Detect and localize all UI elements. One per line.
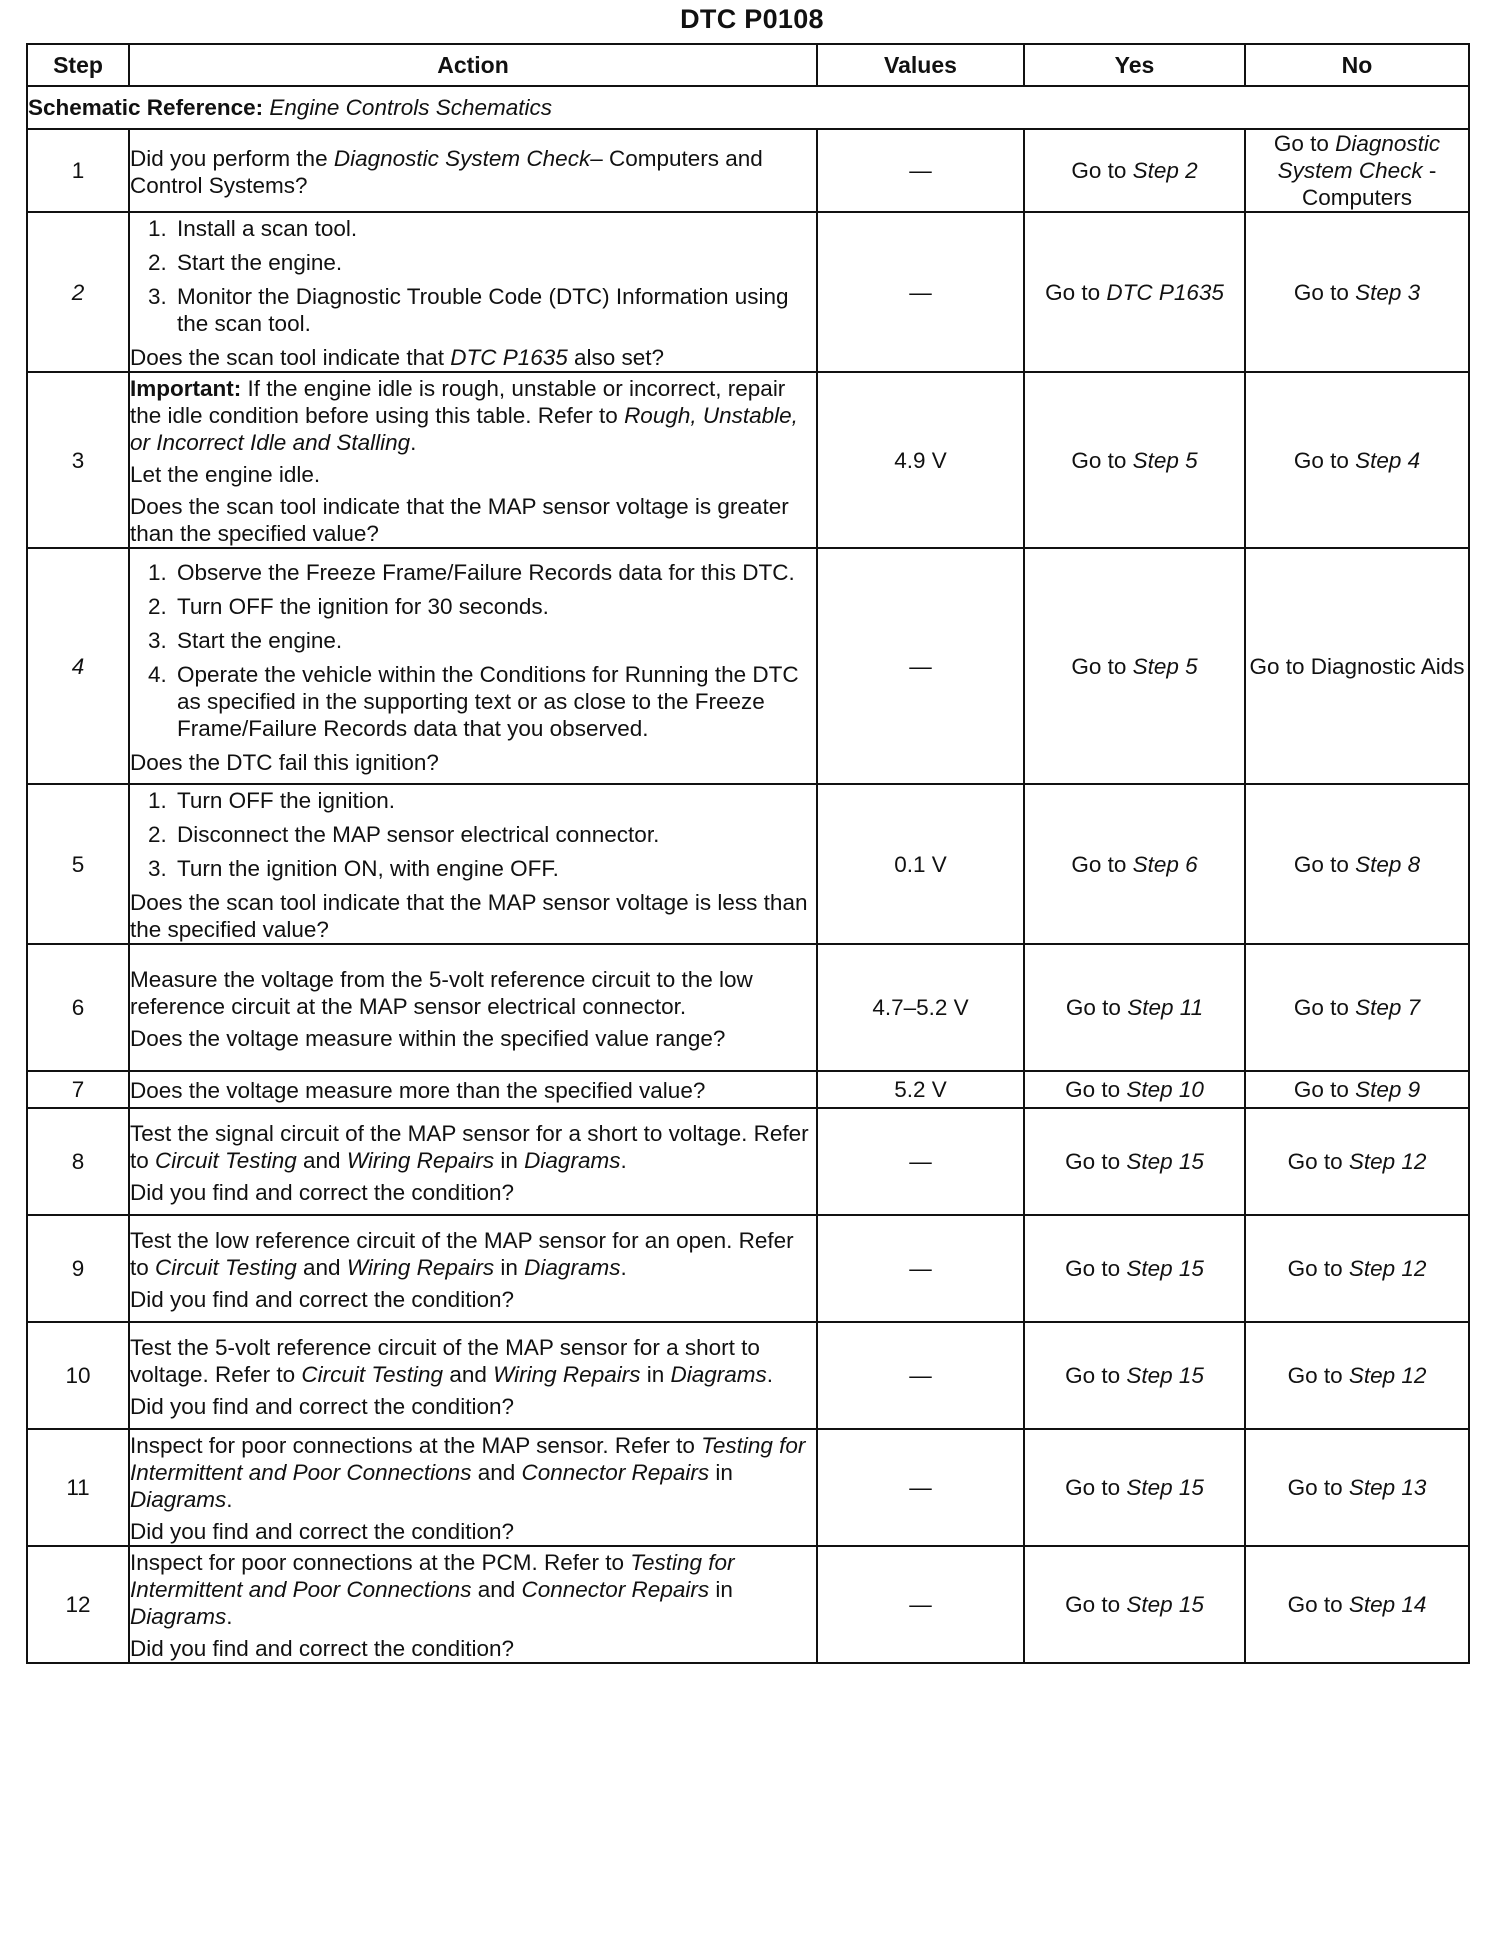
action-text: Test the signal circuit of the MAP sensor for a short to voltage. Refer to Circuit Testing and Wiring Repairs in Diagrams. <box>130 1120 809 1173</box>
list-item: 2. Disconnect the MAP sensor electrical connector. <box>173 821 816 848</box>
table-row <box>27 944 1469 1071</box>
table-row <box>27 1215 1469 1322</box>
list-item: 2. Start the engine. <box>173 249 816 276</box>
action-question: Did you find and correct the condition? <box>130 1393 514 1419</box>
step-number: 7 <box>27 1071 129 1108</box>
no-cell: Go to Step 4 <box>1245 372 1469 548</box>
action-question: Did you find and correct the condition? <box>130 1519 514 1544</box>
action-cell <box>129 944 817 1071</box>
action-cell <box>129 1215 817 1322</box>
yes-cell: Go to Step 6 <box>1024 784 1245 944</box>
action-text: Measure the voltage from the 5-volt reference circuit to the low reference circuit at the MAP sensor electrical connector. <box>130 966 753 1019</box>
action-text: Important: If the engine idle is rough, unstable or incorrect, repair the idle condition before using this table. Refer to Rough, Unstable, or Incorrect Idle and Stalling. <box>130 376 798 455</box>
action-question: Does the scan tool indicate that the MAP sensor voltage is greater than the specified value? <box>130 494 789 546</box>
no-cell: Go to Step 3 <box>1245 212 1469 372</box>
no-cell: Go to Step 12 <box>1245 1322 1469 1429</box>
yes-cell: Go to Step 15 <box>1024 1215 1245 1322</box>
yes-cell: Go to Step 15 <box>1024 1108 1245 1215</box>
header-row <box>27 44 1469 86</box>
step-number: 9 <box>27 1215 129 1322</box>
table-row <box>27 212 1469 372</box>
yes-cell: Go to Step 5 <box>1024 372 1245 548</box>
action-cell <box>129 1322 817 1429</box>
list-item: 3. Monitor the Diagnostic Trouble Code (DTC) Information using the scan tool. <box>173 283 816 337</box>
action-text: Test the 5-volt reference circuit of the MAP sensor for a short to voltage. Refer to Circuit Testing and Wiring Repairs in Diagrams. <box>130 1334 774 1387</box>
step-number: 4 <box>27 548 129 784</box>
table-row <box>27 1429 1469 1546</box>
step-number: 6 <box>27 944 129 1071</box>
step-number: 3 <box>27 372 129 548</box>
schematic-reference-value: Engine Controls Schematics <box>269 95 553 120</box>
action-text: Let the engine idle. <box>130 462 321 487</box>
no-cell: Go to Diagnostic Aids <box>1245 548 1469 784</box>
value-cell: 0.1 V <box>817 784 1024 944</box>
header-values: Values <box>817 44 1024 86</box>
action-steps-list <box>130 559 816 742</box>
header-step: Step <box>27 44 129 86</box>
page-title: DTC P0108 <box>680 4 824 34</box>
value-cell: — <box>817 1546 1024 1663</box>
list-item: 4. Operate the vehicle within the Conditions for Running the DTC as specified in the supporting text or as close to the Freeze Frame/Failure Records data that you observed. <box>173 661 816 742</box>
value-cell: — <box>817 212 1024 372</box>
no-cell: Go to Step 12 <box>1245 1108 1469 1215</box>
value-cell: — <box>817 548 1024 784</box>
header-no: No <box>1245 44 1469 86</box>
action-question: Does the voltage measure within the specified value range? <box>130 1025 726 1051</box>
list-item: 2. Turn OFF the ignition for 30 seconds. <box>173 593 816 620</box>
action-question: Did you find and correct the condition? <box>130 1179 514 1205</box>
no-cell: Go to Step 9 <box>1245 1071 1469 1108</box>
table-row <box>27 548 1469 784</box>
schematic-reference-label: Schematic Reference: <box>28 95 264 120</box>
step-number: 11 <box>27 1429 129 1546</box>
step-number: 5 <box>27 784 129 944</box>
no-cell: Go to Step 8 <box>1245 784 1469 944</box>
diagnostic-table <box>26 43 1470 1664</box>
step-number: 8 <box>27 1108 129 1215</box>
action-steps-list <box>130 215 816 337</box>
step-number: 10 <box>27 1322 129 1429</box>
action-steps-list <box>130 787 816 882</box>
schematic-reference-row <box>27 86 1469 129</box>
table-row <box>27 1546 1469 1663</box>
action-cell <box>129 1546 817 1663</box>
list-item: 3. Turn the ignition ON, with engine OFF. <box>173 855 816 882</box>
action-question: Does the scan tool indicate that the MAP sensor voltage is less than the specified value? <box>130 890 808 942</box>
table-row <box>27 129 1469 212</box>
action-question: Did you find and correct the condition? <box>130 1286 514 1312</box>
yes-cell: Go to Step 15 <box>1024 1322 1245 1429</box>
action-cell <box>129 1429 817 1546</box>
list-item: 1. Observe the Freeze Frame/Failure Records data for this DTC. <box>173 559 816 586</box>
action-question: Does the DTC fail this ignition? <box>130 749 439 775</box>
list-item: 3. Start the engine. <box>173 627 816 654</box>
value-cell: — <box>817 1215 1024 1322</box>
yes-cell: Go to Step 11 <box>1024 944 1245 1071</box>
action-question: Does the scan tool indicate that DTC P1635 also set? <box>130 345 665 370</box>
action-cell <box>129 548 817 784</box>
action-question: Did you find and correct the condition? <box>130 1636 514 1661</box>
value-cell: — <box>817 1429 1024 1546</box>
step-number: 12 <box>27 1546 129 1663</box>
step-number: 2 <box>27 212 129 372</box>
yes-cell: Go to DTC P1635 <box>1024 212 1245 372</box>
no-cell: Go to Step 7 <box>1245 944 1469 1071</box>
table-row <box>27 1071 1469 1108</box>
no-cell: Go to Step 12 <box>1245 1215 1469 1322</box>
table-row <box>27 372 1469 548</box>
table-row <box>27 1322 1469 1429</box>
action-text: Inspect for poor connections at the PCM. Refer to Testing for Intermittent and Poor Connections and Connector Repairs in Diagrams. <box>130 1550 735 1629</box>
value-cell: 5.2 V <box>817 1071 1024 1108</box>
list-item: 1. Turn OFF the ignition. <box>173 787 816 814</box>
action-question: Does the voltage measure more than the specified value? <box>130 1078 706 1103</box>
yes-cell: Go to Step 2 <box>1024 129 1245 212</box>
action-cell <box>129 372 817 548</box>
schematic-reference <box>27 86 1469 129</box>
action-cell <box>129 1108 817 1215</box>
yes-cell: Go to Step 10 <box>1024 1071 1245 1108</box>
header-yes: Yes <box>1024 44 1245 86</box>
header-action: Action <box>129 44 817 86</box>
action-cell <box>129 129 817 212</box>
action-cell <box>129 212 817 372</box>
value-cell: 4.9 V <box>817 372 1024 548</box>
yes-cell: Go to Step 5 <box>1024 548 1245 784</box>
action-text: Did you perform the Diagnostic System Check– Computers and Control Systems? <box>130 145 763 198</box>
action-text: Test the low reference circuit of the MAP sensor for an open. Refer to Circuit Testing and Wiring Repairs in Diagrams. <box>130 1227 794 1280</box>
yes-cell: Go to Step 15 <box>1024 1429 1245 1546</box>
no-cell: Go to Diagnostic System Check - Computers <box>1245 129 1469 212</box>
no-cell: Go to Step 14 <box>1245 1546 1469 1663</box>
yes-cell: Go to Step 15 <box>1024 1546 1245 1663</box>
action-text: Inspect for poor connections at the MAP sensor. Refer to Testing for Intermittent and Poor Connections and Connector Repairs in Diagrams. <box>130 1433 806 1512</box>
value-cell: — <box>817 1322 1024 1429</box>
action-cell <box>129 784 817 944</box>
table-row <box>27 784 1469 944</box>
value-cell: 4.7–5.2 V <box>817 944 1024 1071</box>
no-cell: Go to Step 13 <box>1245 1429 1469 1546</box>
step-number: 1 <box>27 129 129 212</box>
table-row <box>27 1108 1469 1215</box>
value-cell: — <box>817 1108 1024 1215</box>
value-cell: — <box>817 129 1024 212</box>
action-cell <box>129 1071 817 1108</box>
list-item: 1. Install a scan tool. <box>173 215 816 242</box>
